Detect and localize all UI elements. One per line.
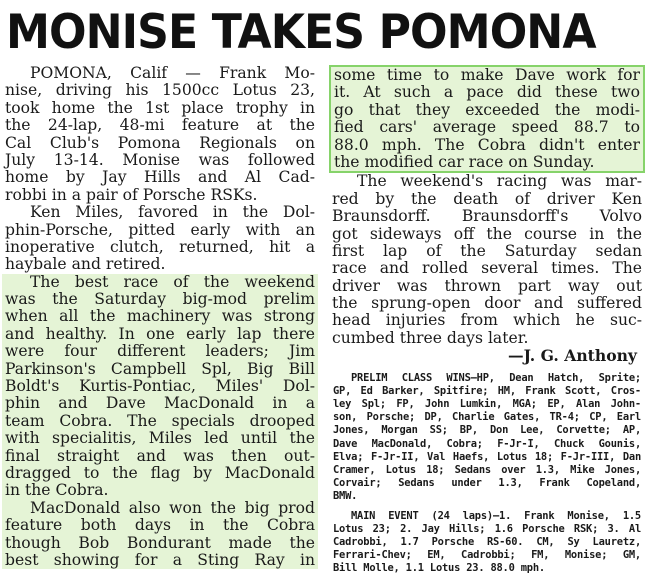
text-line: phin and Dave MacDonald in a bbox=[5, 395, 315, 413]
left-para-2 bbox=[2, 204, 318, 274]
results-line: ley Spl; FP, John Lumkin, MGA; EP, Alan John- bbox=[333, 398, 641, 411]
left-column bbox=[2, 65, 318, 569]
text-line: fied cars' average speed 88.7 to bbox=[334, 119, 640, 137]
text-line: with specialitis, Miles led until the bbox=[5, 430, 315, 448]
text-line: was the Saturday big-mod prelim bbox=[5, 291, 315, 309]
highlighted-passage bbox=[2, 274, 318, 570]
results-line: Dave MacDonald, Cobra; F-Jr-I, Chuck Gounis, bbox=[333, 437, 641, 450]
text-line: the modified car race on Sunday. bbox=[334, 153, 595, 171]
text-line: Ken Miles, favored in the Dol- bbox=[30, 204, 315, 222]
left-para-1 bbox=[2, 65, 318, 204]
text-line: when all the machinery was strong bbox=[5, 308, 315, 326]
text-line: race and rolled several times. The bbox=[332, 260, 642, 278]
text-line: head injuries from which he suc- bbox=[332, 312, 642, 330]
text-line: cumbed three days later. bbox=[332, 329, 529, 347]
results-line: son, Porsche; DP, Charlie Gates, TR-4; CP, Earl bbox=[333, 411, 641, 424]
text-line: the 24-lap, 48-mi feature at the bbox=[5, 117, 315, 135]
text-line: it. At such a pace did these two bbox=[334, 84, 640, 102]
prelim-results bbox=[329, 372, 645, 504]
text-line: The best race of the weekend bbox=[30, 273, 315, 291]
results-line: Corvair; Sedans under 1.3, Frank Copeland, bbox=[333, 477, 641, 490]
results-line: Cadrobbi, 1.7 Porsche RS-60. CM, Sy Lauretz, bbox=[333, 535, 641, 548]
text-line: Braunsdorff. Braunsdorff's Volvo bbox=[332, 208, 642, 226]
text-line: got sideways off the course in the bbox=[332, 225, 642, 243]
text-line: 88.0 mph. The Cobra didn't enter bbox=[334, 136, 640, 154]
results-line: Jones, Morgan SS; BP, Don Lee, Corvette; AP, bbox=[333, 424, 641, 437]
results-line: MAIN EVENT (24 laps)—1. Frank Monise, 1.5 bbox=[351, 509, 641, 522]
results-line: BMW. bbox=[333, 490, 358, 503]
spacer bbox=[329, 365, 645, 372]
text-line: some time to make Dave work for bbox=[334, 67, 640, 84]
text-line: and healthy. In one early lap there bbox=[5, 325, 315, 343]
text-line: POMONA, Calif — Frank Mo- bbox=[30, 65, 315, 82]
results-line: Lotus 23; 2. Jay Hills; 1.6 Porsche RSK; 3. Al bbox=[333, 522, 641, 535]
text-line: nise, driving his 1500cc Lotus 23, bbox=[5, 82, 315, 100]
text-line: best showing for a Sting Ray in bbox=[5, 551, 315, 569]
text-line: team Cobra. The specials drooped bbox=[5, 412, 315, 430]
text-line: Boldt's Kurtis-Pontiac, Miles' Dol- bbox=[5, 378, 315, 396]
text-line: July 13-14. Monise was followed bbox=[5, 151, 315, 169]
text-line: were four different leaders; Jim bbox=[5, 343, 315, 361]
text-line: in the Cobra. bbox=[5, 482, 109, 500]
results-line: Ferrari-Chev; EM, Cadrobbi; FM, Monise; GM, bbox=[333, 549, 641, 562]
text-line: final straight and was then out- bbox=[5, 447, 315, 465]
text-line: Cal Club's Pomona Regionals on bbox=[5, 134, 315, 152]
results-line: Elva; F-Jr-II, Val Haefs, Lotus 18; F-Jr-III, Dan bbox=[333, 450, 641, 463]
results-line: Bill Molle, 1.1 Lotus 23. 88.0 mph. bbox=[333, 562, 545, 575]
main-event-results bbox=[329, 510, 645, 576]
text-line: took home the 1st place trophy in bbox=[5, 99, 315, 117]
text-line: haybale and retired. bbox=[5, 256, 166, 274]
text-line: though Bob Bondurant made the bbox=[5, 534, 315, 552]
byline: —J. G. Anthony bbox=[507, 347, 637, 365]
results-line: GP, Ed Barker, Spitfire; HM, Frank Scott, Cros- bbox=[333, 384, 641, 397]
text-line: red by the death of driver Ken bbox=[332, 190, 642, 208]
text-line: driver was thrown part way out bbox=[332, 277, 642, 295]
results-line: Cramer, Lotus 18; Sedans over 1.3, Mike Jones, bbox=[333, 463, 641, 476]
text-line: home by Jay Hills and Al Cad- bbox=[5, 169, 315, 187]
text-line: the sprung-open door and suffered bbox=[332, 295, 642, 313]
text-line: The weekend's racing was mar- bbox=[357, 173, 642, 191]
text-line: dragged to the flag by MacDonald bbox=[5, 464, 315, 482]
text-line: Parkinson's Campbell Spl, Big Bill bbox=[5, 360, 315, 378]
right-para-2 bbox=[329, 173, 645, 364]
text-line: feature both days in the Cobra bbox=[5, 517, 315, 535]
text-line: phin-Porsche, pitted early with an bbox=[5, 221, 315, 239]
text-line: MacDonald also won the big prod bbox=[30, 499, 315, 517]
text-line: go that they exceeded the modi- bbox=[334, 101, 640, 119]
text-line: inoperative clutch, returned, hit a bbox=[5, 238, 315, 256]
results-line: PRELIM CLASS WINS—HP, Dean Hatch, Sprite; bbox=[351, 371, 641, 384]
headline: MONISE TAKES POMONA bbox=[6, 5, 596, 60]
right-column bbox=[329, 65, 645, 575]
text-line: robbi in a pair of Porsche RSKs. bbox=[5, 186, 258, 204]
highlighted-passage bbox=[329, 65, 645, 173]
text-line: first lap of the Saturday sedan bbox=[332, 242, 642, 260]
